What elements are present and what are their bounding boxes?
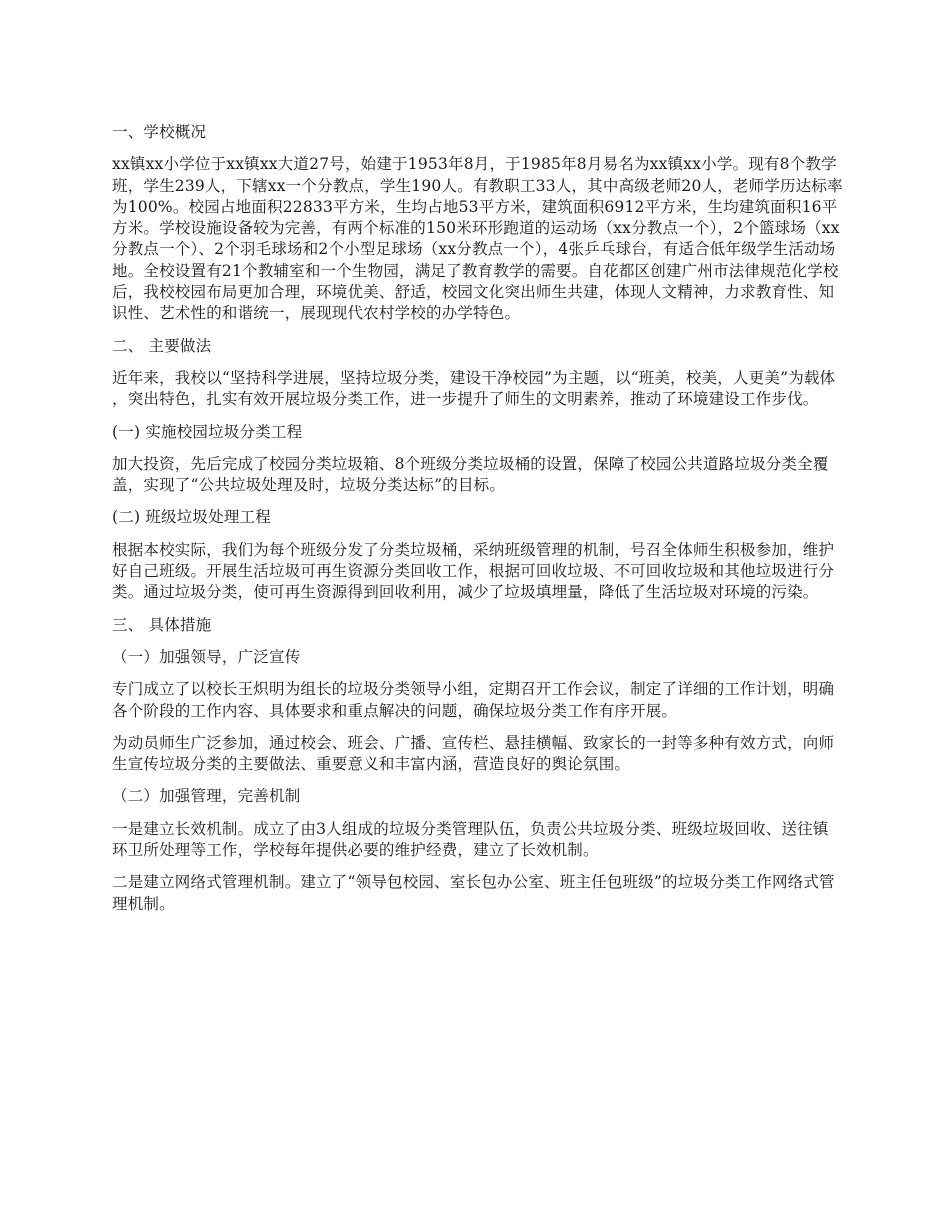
subheading-leadership-publicity: （一）加强领导，广泛宣传 <box>112 647 301 666</box>
paragraph-school-overview: xx镇xx小学位于xx镇xx大道27号，始建于1953年8月，于1985年8月易名为xx镇xx小学。现有8个教学班，学生239人，下辖xx一个分教点，学生190人。有教职工33人，其中高级老师20人，老师学历达标率为100%。校园占地面积22833平方米，生均占地53平方米，建筑面积6912平方米，生均建筑面积16平方米。学校设施设备较为完善，有两个标准的150米环形跑道的运动场（xx分教点一个），2个篮球场（xx分教点一个）、2个羽毛球场和2个小型足球场（xx分教点一个），4张乒乓球台，有适合低年级学生活动场地。全校设置有21个教辅室和一个生物园，满足了教育教学的需要。自花都区创建广州市法律规范化学校后，我校校园布局更加合理，环境优美、舒适，校园文化突出师生共建，体现人文精神，力求教育性、知识性、艺术性的和谐统一，展现现代农村学校的办学特色。 <box>112 155 843 323</box>
section-heading-main-practices: 二、 主要做法 <box>112 336 212 355</box>
subheading-campus-sorting-project: (一) 实施校园垃圾分类工程 <box>112 422 303 441</box>
paragraph-network-mechanism: 二是建立网络式管理机制。建立了“领导包校园、室长包办公室、班主任包班级”的垃圾分类工作网络式管理机制。 <box>112 873 835 913</box>
subheading-management-mechanism: （二）加强管理，完善机制 <box>112 787 301 806</box>
paragraph-class-waste-project: 根据本校实际，我们为每个班级分发了分类垃圾桶，采纳班级管理的机制，号召全体师生积极参加，维护好自己班级。开展生活垃圾可再生资源分类回收工作，根据可回收垃圾、不可回收垃圾和其他垃圾进行分类。通过垃圾分类，使可再生资源得到回收利用，减少了垃圾填埋量，降低了生活垃圾对环境的污染。 <box>112 540 835 602</box>
document-body <box>112 122 844 926</box>
section-heading-specific-measures: 三、 具体措施 <box>112 615 212 634</box>
paragraph-main-practices: 近年来，我校以“坚持科学进展，坚持垃圾分类，建设干净校园”为主题，以“班美，校美，人更美”为载体，突出特色，扎实有效开展垃圾分类工作，进一步提升了师生的文明素养，推动了环境建设工作步伐。 <box>112 368 836 409</box>
paragraph-long-term-mechanism: 一是建立长效机制。成立了由3人组成的垃圾分类管理队伍，负责公共垃圾分类、班级垃圾回收、送往镇环卫所处理等工作，学校每年提供必要的维护经费，建立了长效机制。 <box>112 819 829 860</box>
subheading-class-waste-project: (二) 班级垃圾处理工程 <box>112 508 271 527</box>
paragraph-campus-sorting-project: 加大投资，先后完成了校园分类垃圾箱、8个班级分类垃圾桶的设置，保障了校园公共道路垃圾分类全覆盖，实现了“公共垃圾处理及时，垃圾分类达标”的目标。 <box>112 454 829 495</box>
section-heading-school-overview: 一、学校概况 <box>112 123 207 141</box>
paragraph-publicity: 为动员师生广泛参加，通过校会、班会、广播、宣传栏、悬挂横幅、致家长的一封等多种有效方式，向师生宣传垃圾分类的主要做法、重要意义和丰富内涵，营造良好的舆论氛围。 <box>112 733 835 774</box>
paragraph-leadership-group: 专门成立了以校长王炽明为组长的垃圾分类领导小组，定期召开工作会议，制定了详细的工作计划，明确各个阶段的工作内容、具体要求和重点解决的问题，确保垃圾分类工作有序开展。 <box>112 680 835 720</box>
